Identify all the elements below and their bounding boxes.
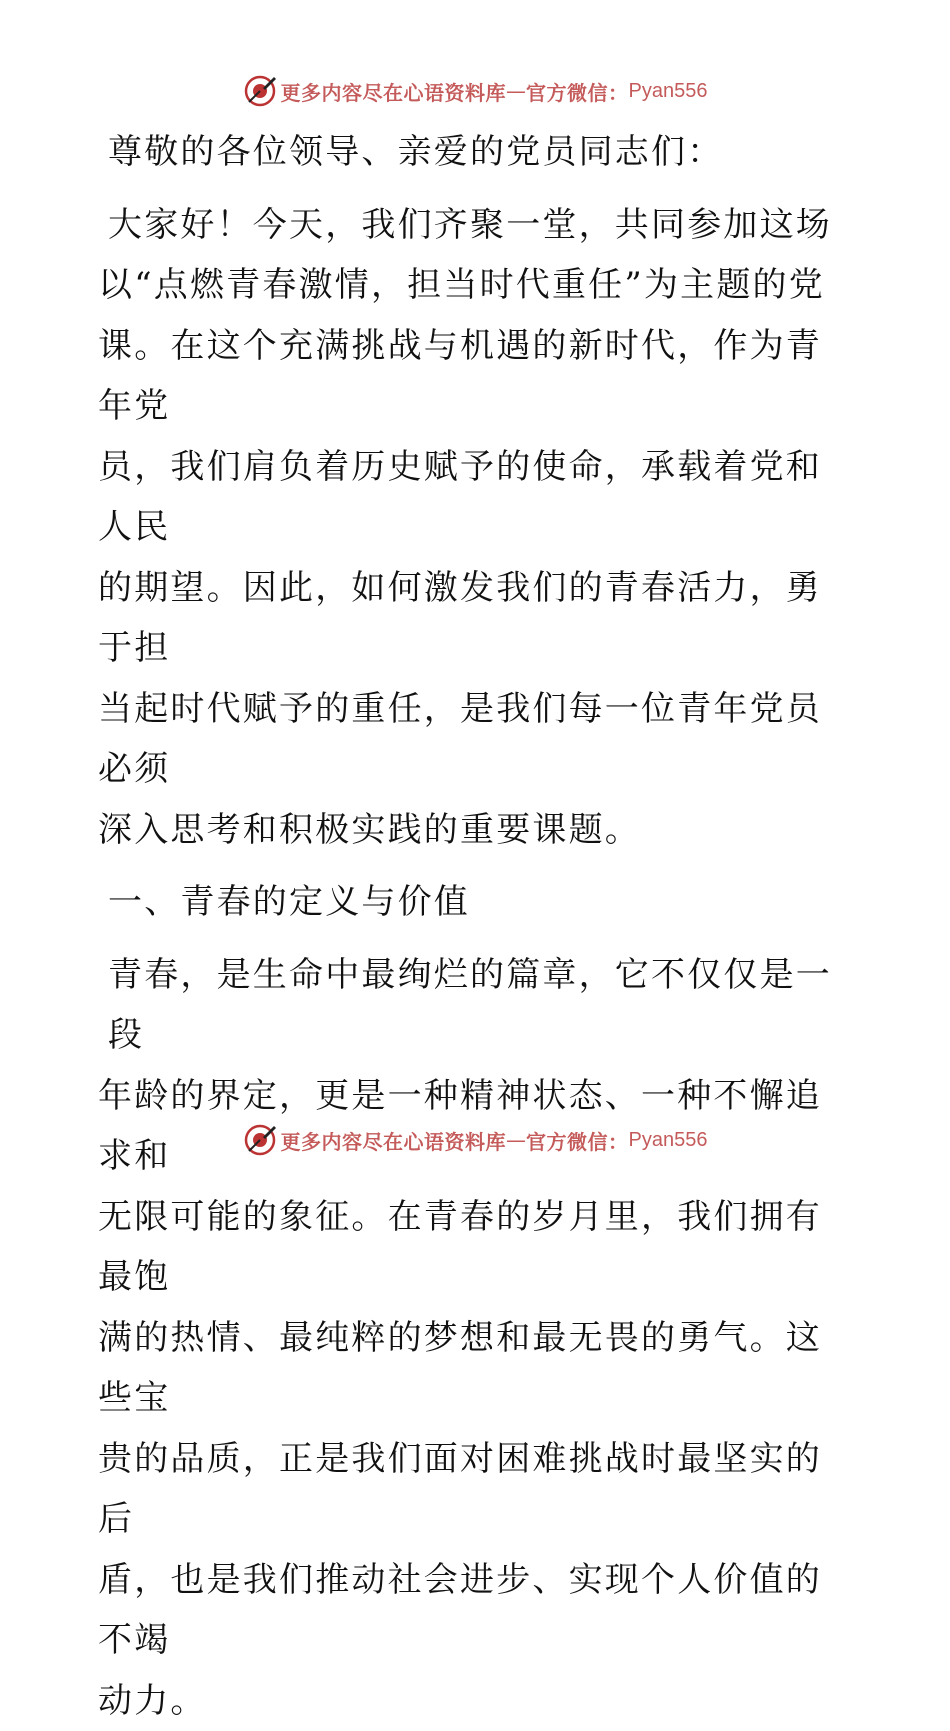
text-line: 年龄的界定，更是一种精神状态、一种不懈追求和 (98, 1066, 858, 1187)
text-line: 的期望。因此，如何激发我们的青春活力，勇于担 (98, 558, 858, 679)
text-line: 满的热情、最纯粹的梦想和最无畏的勇气。这些宝 (98, 1308, 858, 1429)
text-line: 当起时代赋予的重任，是我们每一位青年党员必须 (98, 679, 858, 800)
watermark-wechat-id: Pyan556 (629, 1129, 708, 1152)
section-heading: 一、青春的定义与价值 (98, 872, 858, 933)
paragraph-intro (98, 195, 858, 861)
header-watermark (0, 71, 950, 111)
watermark-wechat-id: Pyan556 (629, 80, 708, 103)
watermark-text: 更多内容尽在心语资料库 (281, 77, 507, 106)
text-line: 青春，是生命中最绚烂的篇章，它不仅仅是一段 (98, 945, 858, 1066)
watermark-dash: — (506, 79, 526, 103)
watermark-suffix: 官方微信： (526, 77, 629, 106)
document-body (98, 122, 858, 1731)
text-line: 课。在这个充满挑战与机遇的新时代，作为青年党 (98, 316, 858, 437)
pen-logo-icon (243, 1123, 277, 1157)
pen-logo-icon (243, 74, 277, 108)
paragraph-youth (98, 945, 858, 1731)
text-line: 以“点燃青春激情，担当时代重任”为主题的党 (98, 255, 858, 316)
watermark-suffix: 官方微信： (526, 1126, 629, 1155)
watermark-dash: — (506, 1128, 526, 1152)
footer-watermark (0, 1120, 950, 1160)
text-line: 盾，也是我们推动社会进步、实现个人价值的不竭 (98, 1550, 858, 1671)
watermark-text: 更多内容尽在心语资料库 (281, 1126, 507, 1155)
text-line: 大家好！今天，我们齐聚一堂，共同参加这场 (98, 195, 858, 256)
text-line: 贵的品质，正是我们面对困难挑战时最坚实的后 (98, 1429, 858, 1550)
text-line: 员，我们肩负着历史赋予的使命，承载着党和人民 (98, 437, 858, 558)
text-line: 深入思考和积极实践的重要课题。 (98, 800, 858, 861)
text-line: 动力。 (98, 1671, 858, 1731)
salutation: 尊敬的各位领导、亲爱的党员同志们： (98, 122, 858, 183)
text-line: 无限可能的象征。在青春的岁月里，我们拥有最饱 (98, 1187, 858, 1308)
